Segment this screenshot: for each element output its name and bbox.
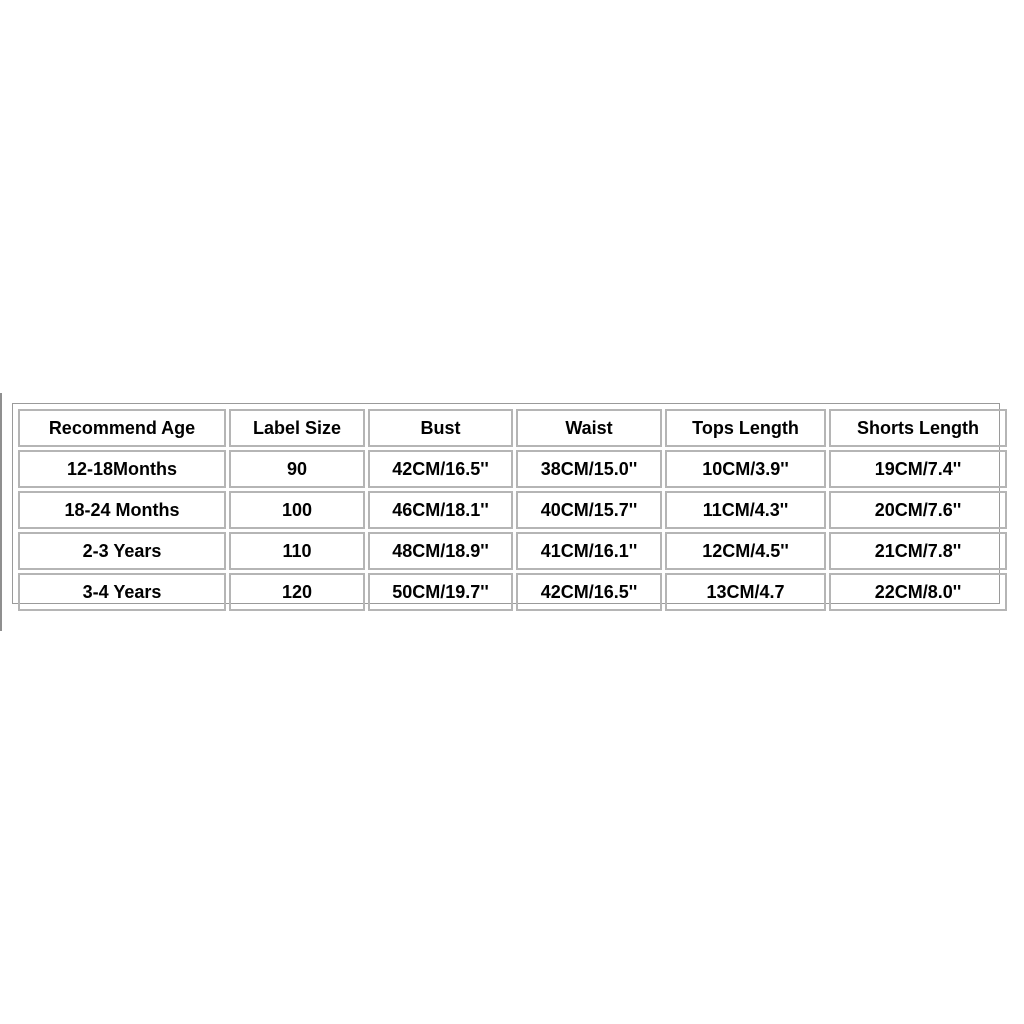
table-row: [18, 491, 1007, 529]
table-cell: 38CM/15.0'': [516, 450, 662, 488]
table-cell: 42CM/16.5'': [368, 450, 513, 488]
table-cell: 90: [229, 450, 365, 488]
header-cell-label-size: Label Size: [229, 409, 365, 447]
table-cell: 2-3 Years: [18, 532, 226, 570]
header-cell-recommend-age: Recommend Age: [18, 409, 226, 447]
size-chart-frame: [12, 403, 1000, 604]
table-cell: 13CM/4.7: [665, 573, 826, 611]
table-cell: 12CM/4.5'': [665, 532, 826, 570]
table-cell: 120: [229, 573, 365, 611]
table-cell: 21CM/7.8'': [829, 532, 1007, 570]
header-cell-waist: Waist: [516, 409, 662, 447]
size-chart-table: [15, 406, 1010, 614]
header-cell-bust: Bust: [368, 409, 513, 447]
left-divider-line: [0, 393, 2, 631]
table-cell: 46CM/18.1'': [368, 491, 513, 529]
table-cell: 40CM/15.7'': [516, 491, 662, 529]
table-cell: 18-24 Months: [18, 491, 226, 529]
table-cell: 12-18Months: [18, 450, 226, 488]
table-cell: 10CM/3.9'': [665, 450, 826, 488]
header-cell-tops-length: Tops Length: [665, 409, 826, 447]
table-cell: 41CM/16.1'': [516, 532, 662, 570]
header-cell-shorts-length: Shorts Length: [829, 409, 1007, 447]
table-cell: 22CM/8.0'': [829, 573, 1007, 611]
table-row: [18, 573, 1007, 611]
table-cell: 48CM/18.9'': [368, 532, 513, 570]
table-row: [18, 450, 1007, 488]
table-cell: 110: [229, 532, 365, 570]
table-cell: 3-4 Years: [18, 573, 226, 611]
table-cell: 50CM/19.7'': [368, 573, 513, 611]
header-row: [18, 409, 1007, 447]
table-cell: 42CM/16.5'': [516, 573, 662, 611]
table-cell: 100: [229, 491, 365, 529]
table-cell: 19CM/7.4'': [829, 450, 1007, 488]
table-row: [18, 532, 1007, 570]
table-cell: 11CM/4.3'': [665, 491, 826, 529]
table-cell: 20CM/7.6'': [829, 491, 1007, 529]
